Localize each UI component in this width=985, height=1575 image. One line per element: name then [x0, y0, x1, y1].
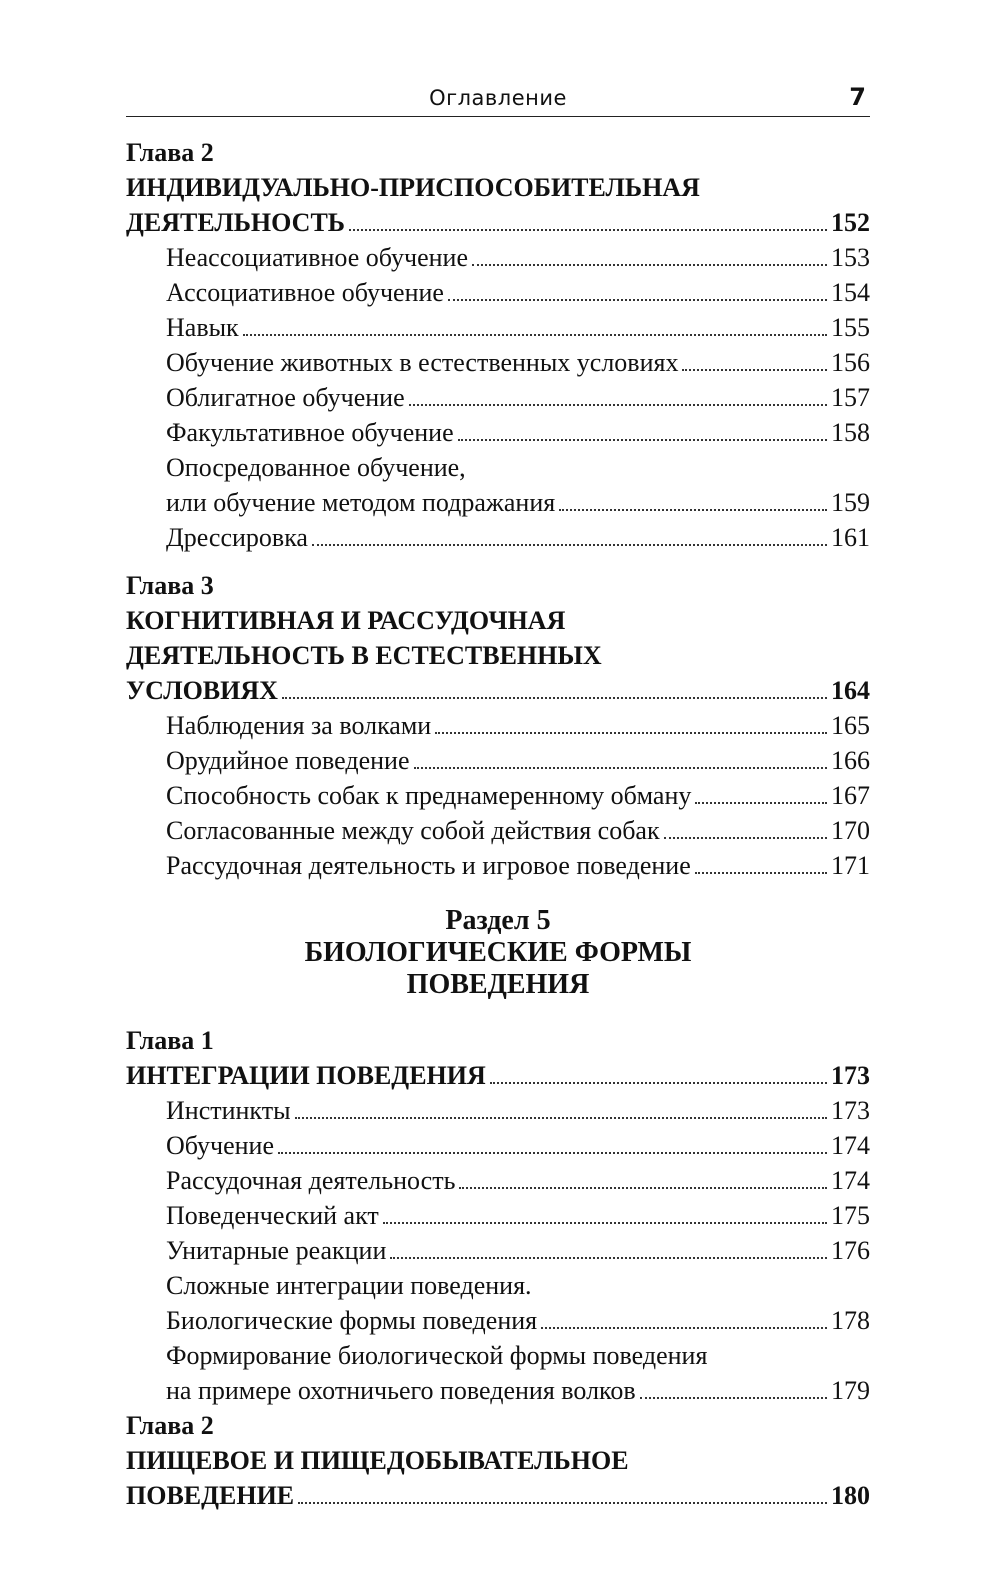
page-ref: 165 [831, 711, 870, 740]
toc-entry[interactable] [126, 743, 870, 778]
entry-title: Навык [166, 313, 239, 342]
dot-leader [243, 334, 827, 336]
section-label: Раздел 5 [445, 905, 551, 936]
page-ref: 153 [831, 243, 870, 272]
page-ref: 156 [831, 348, 870, 377]
page-ref: 159 [831, 488, 870, 517]
page-ref: 157 [831, 383, 870, 412]
entry-title: на примере охотничьего поведения волков [166, 1376, 636, 1405]
dot-leader [435, 732, 827, 734]
toc-entry[interactable] [126, 708, 870, 743]
dot-leader [295, 1117, 827, 1119]
page-ref: 161 [831, 523, 870, 552]
toc-entry[interactable] [126, 1303, 870, 1338]
entry-title: Согласованные между собой действия собак [166, 816, 660, 845]
page-ref: 178 [831, 1306, 870, 1335]
page-ref: 174 [831, 1166, 870, 1195]
dot-leader [390, 1257, 827, 1259]
toc-entry[interactable] [126, 673, 870, 708]
toc-entry-line1[interactable]: Опосредованное обучение, [166, 453, 466, 482]
chapter-title-line: ИНТЕГРАЦИИ ПОВЕДЕНИЯ [126, 1061, 486, 1090]
entry-title: Рассудочная деятельность и игровое поведение [166, 851, 691, 880]
entry-title: Биологические формы поведения [166, 1306, 538, 1335]
dot-leader [682, 369, 827, 371]
chapter-label: Глава 3 [126, 571, 214, 600]
page-ref: 154 [831, 278, 870, 307]
dot-leader [458, 439, 827, 441]
toc-entry[interactable] [126, 1478, 870, 1513]
page-ref: 175 [831, 1201, 870, 1230]
entry-title: Поведенческий акт [166, 1201, 379, 1230]
page-ref: 170 [831, 816, 870, 845]
page-ref: 166 [831, 746, 870, 775]
entry-title: Ассоциативное обучение [166, 278, 444, 307]
toc-entry[interactable] [126, 240, 870, 275]
chapter-title-line: ИНДИВИДУАЛЬНО-ПРИСПОСОБИТЕЛЬНАЯ [126, 173, 700, 202]
dot-leader [695, 872, 827, 874]
chapter-title-line: УСЛОВИЯХ [126, 676, 278, 705]
toc-entry[interactable] [126, 848, 870, 883]
toc-entry[interactable] [126, 345, 870, 380]
toc-entry-line1[interactable]: Сложные интеграции поведения. [166, 1271, 532, 1300]
dot-leader [383, 1222, 827, 1224]
dot-leader [664, 837, 827, 839]
toc-entry[interactable] [126, 1373, 870, 1408]
entry-title: Унитарные реакции [166, 1236, 387, 1265]
toc-entry[interactable] [126, 1163, 870, 1198]
dot-leader [414, 767, 828, 769]
dot-leader [695, 802, 827, 804]
page-ref: 179 [831, 1376, 870, 1405]
page-number: 7 [849, 83, 866, 111]
page-ref: 171 [831, 851, 870, 880]
dot-leader [490, 1082, 827, 1084]
page-ref: 164 [831, 676, 870, 705]
chapter-title-line: ДЕЯТЕЛЬНОСТЬ В ЕСТЕСТВЕННЫХ [126, 641, 602, 670]
page-ref: 180 [831, 1481, 870, 1510]
table-of-contents [126, 135, 870, 1513]
dot-leader [409, 404, 827, 406]
dot-leader [282, 697, 827, 699]
spacer [126, 1001, 870, 1023]
toc-entry[interactable] [126, 1058, 870, 1093]
entry-title: Наблюдения за волками [166, 711, 432, 740]
chapter-title-line: ПОВЕДЕНИЕ [126, 1481, 295, 1510]
page-ref: 152 [831, 208, 870, 237]
page-ref: 155 [831, 313, 870, 342]
toc-entry[interactable] [126, 520, 870, 555]
chapter-label: Глава 2 [126, 138, 214, 167]
dot-leader [459, 1187, 827, 1189]
toc-entry[interactable] [126, 1233, 870, 1268]
section-title-line: БИОЛОГИЧЕСКИЕ ФОРМЫ [304, 937, 692, 968]
entry-title: Рассудочная деятельность [166, 1166, 456, 1195]
entry-title: Дрессировка [166, 523, 308, 552]
section-title-line: ПОВЕДЕНИЯ [406, 969, 590, 1000]
page-ref: 173 [831, 1096, 870, 1125]
toc-entry[interactable] [126, 1093, 870, 1128]
page-ref: 174 [831, 1131, 870, 1160]
page-ref: 158 [831, 418, 870, 447]
chapter-title-line: КОГНИТИВНАЯ И РАССУДОЧНАЯ [126, 606, 566, 635]
entry-title: Орудийное поведение [166, 746, 410, 775]
dot-leader [349, 229, 827, 231]
chapter-title-line: ПИЩЕВОЕ И ПИЩЕДОБЫВАТЕЛЬНОЕ [126, 1446, 629, 1475]
entry-title: Способность собак к преднамеренному обману [166, 781, 692, 810]
toc-entry[interactable] [126, 813, 870, 848]
dot-leader [640, 1397, 827, 1399]
dot-leader [472, 264, 827, 266]
page-ref: 167 [831, 781, 870, 810]
toc-entry[interactable] [126, 778, 870, 813]
entry-title: или обучение методом подражания [166, 488, 556, 517]
running-header [126, 82, 870, 117]
chapter-label: Глава 2 [126, 1411, 214, 1440]
toc-entry[interactable] [126, 1128, 870, 1163]
page-ref: 173 [831, 1061, 870, 1090]
chapter-title-line: ДЕЯТЕЛЬНОСТЬ [126, 208, 345, 237]
toc-entry[interactable] [126, 275, 870, 310]
entry-title: Неассоциативное обучение [166, 243, 468, 272]
dot-leader [298, 1502, 827, 1504]
chapter-label: Глава 1 [126, 1026, 214, 1055]
entry-title: Обучение [166, 1131, 274, 1160]
dot-leader [541, 1327, 827, 1329]
dot-leader [312, 544, 827, 546]
dot-leader [448, 299, 827, 301]
spacer [126, 883, 870, 905]
toc-entry[interactable] [126, 380, 870, 415]
dot-leader [559, 509, 827, 511]
page-ref: 176 [831, 1236, 870, 1265]
header-title: Оглавление [429, 86, 567, 110]
toc-entry[interactable] [126, 415, 870, 450]
toc-entry[interactable] [126, 485, 870, 520]
entry-title: Облигатное обучение [166, 383, 405, 412]
toc-entry[interactable] [126, 1198, 870, 1233]
entry-title: Обучение животных в естественных условиях [166, 348, 679, 377]
dot-leader [278, 1152, 827, 1154]
spacer [126, 555, 870, 568]
toc-entry[interactable] [126, 205, 870, 240]
toc-entry-line1[interactable]: Формирование биологической формы поведения [166, 1341, 708, 1370]
entry-title: Факультативное обучение [166, 418, 454, 447]
toc-entry[interactable] [126, 310, 870, 345]
entry-title: Инстинкты [166, 1096, 291, 1125]
